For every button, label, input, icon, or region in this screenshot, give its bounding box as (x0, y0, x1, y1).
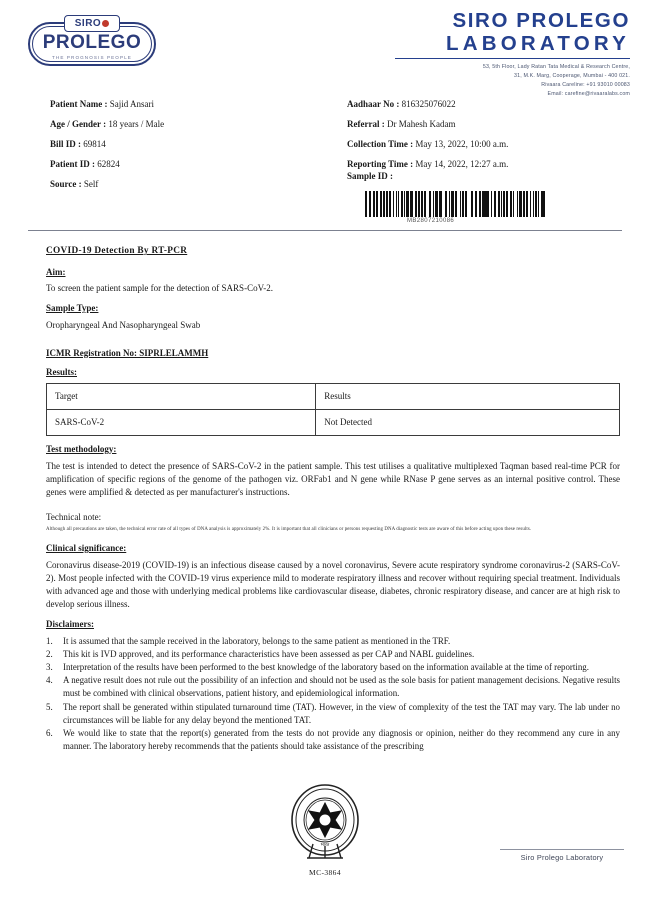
lab-identity (395, 10, 630, 99)
list-item (46, 701, 620, 727)
technical-note-heading: Technical note: (46, 511, 102, 522)
bill-id-label: Bill ID : (50, 138, 82, 149)
disclaimer-number: 1. (46, 635, 53, 646)
report-header (0, 0, 650, 96)
reporting-time-value: May 14, 2022, 12:27 a.m. (415, 158, 509, 169)
collection-time-row (347, 140, 628, 150)
disclaimer-number: 6. (46, 727, 53, 738)
patient-id-row (50, 160, 339, 170)
report-body (0, 231, 650, 753)
siro-badge-dot-icon (102, 20, 109, 27)
signature-block (500, 849, 624, 862)
patient-info (0, 96, 650, 224)
clinical-significance-text: Coronavirus disease-2019 (COVID-19) is an infectious disease caused by a novel coronavirus, Severe acute respiratory syndrome coronavirus-2 (SARS-CoV-2). Most people infected with the COVID-19 virus experience mild to moderate respiratory illness and recover without requiring special treatment. Individuals with advanced age and those with underlying medical problems like cardiovascular disease, diabetes, chronic respiratory disease, and cancer are at high risk to develop serious illness. (46, 559, 620, 609)
lab-name-line2: LABORATORY (395, 33, 630, 59)
clinical-significance-heading: Clinical significance: (46, 543, 127, 554)
patient-id-label: Patient ID : (50, 158, 95, 169)
signature-line (500, 849, 624, 850)
reporting-time-row (347, 160, 628, 170)
results-table (46, 383, 620, 436)
sample-barcode-image (365, 191, 545, 217)
collection-time-value: May 13, 2022, 10:00 a.m. (415, 138, 509, 149)
list-item (46, 635, 620, 648)
medical-council-seal (282, 782, 368, 877)
disclaimer-number: 4. (46, 675, 53, 686)
disclaimer-number: 3. (46, 662, 53, 673)
disclaimers-heading: Disclaimers: (46, 618, 94, 629)
source-label: Source : (50, 178, 82, 189)
age-gender-label: Age / Gender : (50, 118, 107, 129)
sample-id-label: Sample ID : (347, 170, 394, 181)
aadhaar-label: Aadhaar No : (347, 99, 400, 109)
source-value: Self (83, 178, 99, 189)
column-header-target: Target (47, 384, 316, 410)
address-line: 53, 5th Floor, Lady Ratan Tata Medical & Research Centre, (482, 63, 630, 70)
disclaimers-list (46, 635, 620, 754)
list-item (46, 674, 620, 700)
column-header-results: Results (316, 384, 620, 410)
referral-row (347, 120, 628, 130)
disclaimer-text: We would like to state that the report(s) generated from the tests do not provide any diagnosis or opinion, neither do they recommend any cure in any manner. The laboratory hereby recommends that the patients should take assistance of the prescribing (63, 727, 620, 752)
sample-type-heading: Sample Type: (46, 303, 99, 314)
disclaimer-text: A negative result does not rule out the possibility of an infection and should not be used as the sole basis for patient management decisions. Negative results must be combined with clinical observations, patient history, and epidemiological information. (63, 675, 620, 699)
patient-info-left-column (50, 100, 339, 224)
collection-time-label: Collection Time : (347, 138, 414, 149)
technical-note-text: Although all precautions are taken, the technical error rate of all types of DNA analysis is approximately 2%. It is important that all clinicians or persons requesting DNA diagnostic tests are aware of this before acting upon these results. (46, 527, 532, 533)
list-item (46, 727, 620, 753)
seal-code-text: MC-3864 (309, 868, 341, 877)
methodology-text: The test is intended to detect the presence of SARS-CoV-2 in the patient sample. This test utilises a qualitative multiplexed Taqman based real-time PCR for amplification of specific regions of the genome of the pathogen viz. ORFab1 and N gene while RNase P gene serves as an internal positive control. These genes were amplified & detected as per manufacturer's instructions. (46, 460, 620, 497)
address-line: 31, M.K. Marg, Cooperage, Mumbai - 400 021. (514, 73, 630, 80)
table-header-row (47, 384, 620, 410)
siro-badge-icon (64, 15, 120, 32)
aim-text: To screen the patient sample for the detection of SARS-CoV-2. (46, 283, 273, 294)
age-gender-row (50, 120, 339, 130)
address-line: Rivaara Careline: +91 93010 00083 (541, 82, 630, 89)
icmr-registration: ICMR Registration No: SIPRLELAMMH (46, 347, 209, 358)
logo-tagline: THE PROGNOSIS PEOPLE (52, 55, 132, 60)
patient-info-right-column (339, 100, 628, 224)
referral-value: Dr Mahesh Kadam (386, 118, 456, 129)
cell-result-value: Not Detected (316, 410, 620, 436)
referral-label: Referral : (347, 118, 385, 129)
bill-id-row (50, 140, 339, 150)
aadhaar-row (347, 100, 628, 110)
seal-icon (283, 782, 367, 866)
aadhaar-value: 816325076022 (401, 99, 456, 109)
siro-badge-label: SIRO (74, 18, 102, 29)
disclaimer-number: 5. (46, 701, 53, 712)
svg-text:भारत: भारत (320, 842, 330, 847)
reporting-time-label: Reporting Time : (347, 158, 414, 169)
logo-brand-text: PROLEGO (42, 32, 142, 53)
results-heading: Results: (46, 367, 77, 378)
sample-type-text: Oropharyngeal And Nasopharyngeal Swab (46, 319, 201, 330)
disclaimer-text: The report shall be generated within stipulated turnaround time (TAT). However, in the view of complexity of the test the TAT may vary. The lab under no circumstances will be liable for any delay beyond the mentioned TAT. (63, 701, 620, 725)
list-item (46, 661, 620, 674)
siro-prolego-logo (28, 10, 188, 66)
address-line: Email: carefine@rivaaralabs.com (547, 91, 630, 98)
report-title: COVID-19 Detection By RT-PCR (46, 246, 188, 257)
report-footer (0, 782, 650, 892)
patient-name-label: Patient Name : (50, 99, 108, 109)
patient-name-row (50, 100, 339, 110)
disclaimer-text: This kit is IVD approved, and its performance characteristics have been assessed as per CAP and NABL guidelines. (63, 648, 475, 659)
source-row (50, 180, 339, 190)
logo-outer-shape (28, 18, 156, 66)
age-gender-value: 18 years / Male (108, 118, 165, 129)
sample-barcode-number: MB2807210086 (407, 218, 455, 225)
disclaimer-text: It is assumed that the sample received in the laboratory, belongs to the same patient as mentioned in the TRF. (63, 635, 451, 646)
cell-target-value: SARS-CoV-2 (47, 410, 316, 436)
patient-name-value: Sajid Ansari (109, 99, 154, 109)
disclaimer-text: Interpretation of the results have been performed to the best knowledge of the laboratory based on the information available at the time of reporting. (63, 662, 589, 673)
methodology-heading: Test methodology: (46, 443, 117, 454)
aim-heading: Aim: (46, 266, 66, 277)
sample-barcode-area (347, 191, 628, 224)
lab-address (395, 63, 630, 99)
lab-name-line1: SIRO PROLEGO (452, 9, 630, 32)
signature-label: Siro Prolego Laboratory (520, 853, 604, 862)
patient-id-value: 62824 (97, 158, 120, 169)
sample-id-row (347, 172, 628, 182)
bill-id-value: 69814 (83, 138, 106, 149)
table-row (47, 410, 620, 436)
disclaimer-number: 2. (46, 648, 53, 659)
list-item (46, 648, 620, 661)
